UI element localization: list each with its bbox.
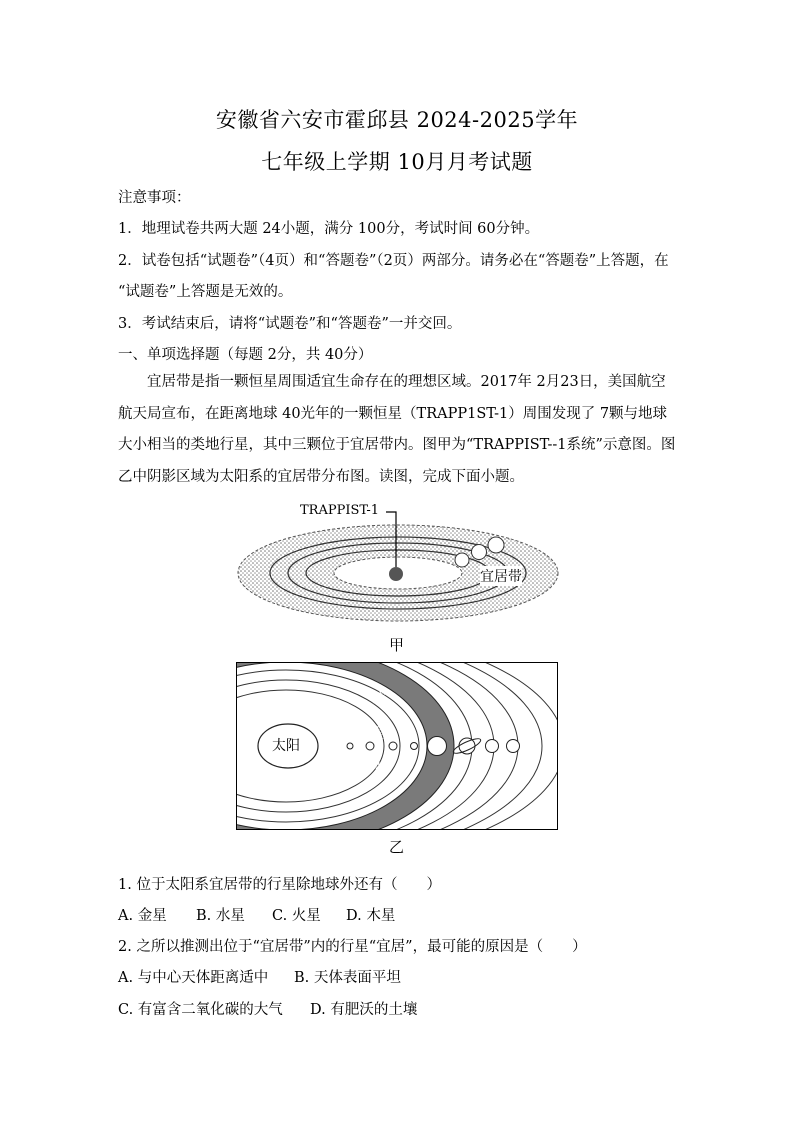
- question-2-option-d: D. 有肥沃的土壤: [310, 1002, 418, 1018]
- question-2-option-c: C. 有富含二氧化碳的大气: [118, 1002, 283, 1018]
- sun-label: 太阳: [272, 738, 300, 754]
- question-1-option-c: C. 火星: [272, 908, 321, 924]
- figure-yi-caption: 乙: [389, 838, 405, 856]
- question-1-stem: 1. 位于太阳系宜居带的行星除地球外还有（ ）: [118, 877, 441, 893]
- habitable-zone-char-3: 带: [375, 762, 389, 778]
- planet-1: [455, 553, 469, 567]
- planet-saturn: [459, 738, 475, 754]
- notes-heading: 注意事项：: [118, 190, 191, 206]
- planet-venus: [366, 742, 374, 750]
- trappist-star: [389, 567, 403, 581]
- notes-item-3: 3．考试结束后，请将“试题卷”和“答题卷”一并交回。: [118, 316, 462, 332]
- trappist-label: TRAPPIST-1: [300, 503, 380, 518]
- notes-item-1: 1．地理试卷共两大题 24小题，满分 100分，考试时间 60分钟。: [118, 221, 540, 237]
- habitable-zone-label: 宜居带: [480, 566, 522, 586]
- section-heading: 一、单项选择题（每题 2分，共 40分）: [118, 347, 373, 363]
- question-1-option-a: A. 金星: [118, 908, 167, 924]
- planet-3: [488, 537, 504, 553]
- planet-jupiter: [428, 737, 447, 756]
- planet-earth: [389, 742, 397, 750]
- question-2-stem: 2. 之所以推测出位于“宜居带”内的行星“宜居”，最可能的原因是（ ）: [118, 939, 587, 955]
- question-1-option-d: D. 木星: [346, 908, 396, 924]
- habitable-zone-char-1: 宜: [373, 691, 387, 707]
- page-title: 安徽省六安市霍邱县 2024-2025学年: [215, 108, 579, 132]
- planet-neptune: [507, 740, 520, 753]
- page-subtitle: 七年级上学期 10月月考试题: [261, 150, 533, 174]
- notes-item-2: 2．试卷包括“试题卷”（4页）和“答题卷”（2页）两部分。请务必在“答题卷”上答题，在: [118, 253, 669, 269]
- figure-jia-trappist-diagram: [228, 498, 568, 628]
- question-2-option-b: B. 天体表面平坦: [294, 970, 401, 986]
- figure-jia-caption: 甲: [389, 636, 405, 654]
- planet-mars: [411, 743, 418, 750]
- planet-mercury: [347, 743, 353, 749]
- notes-item-2-cont: “试题卷”上答题是无效的。: [118, 284, 293, 300]
- passage-text: 宜居带是指一颗恒星周围适宜生命存在的理想区域。2017年 2月23日，美国航空航天局宣布，在距离地球 40光年的一颗恒星（TRAPP1ST-1）周围发现了 7颗与地球大小相当的类地行星，其中三颗位于宜居带内。图甲为“TRAPPIST--1系统”示意图。图乙中阴影区域为太阳系的宜居带分布图。读图，完成下面小题。: [118, 374, 676, 485]
- planet-uranus: [486, 740, 499, 753]
- question-1-option-b: B. 水星: [196, 908, 245, 924]
- question-2-option-a: A. 与中心天体距离适中: [118, 970, 269, 986]
- planet-2: [472, 545, 487, 560]
- habitable-zone-char-2: 居: [375, 726, 389, 742]
